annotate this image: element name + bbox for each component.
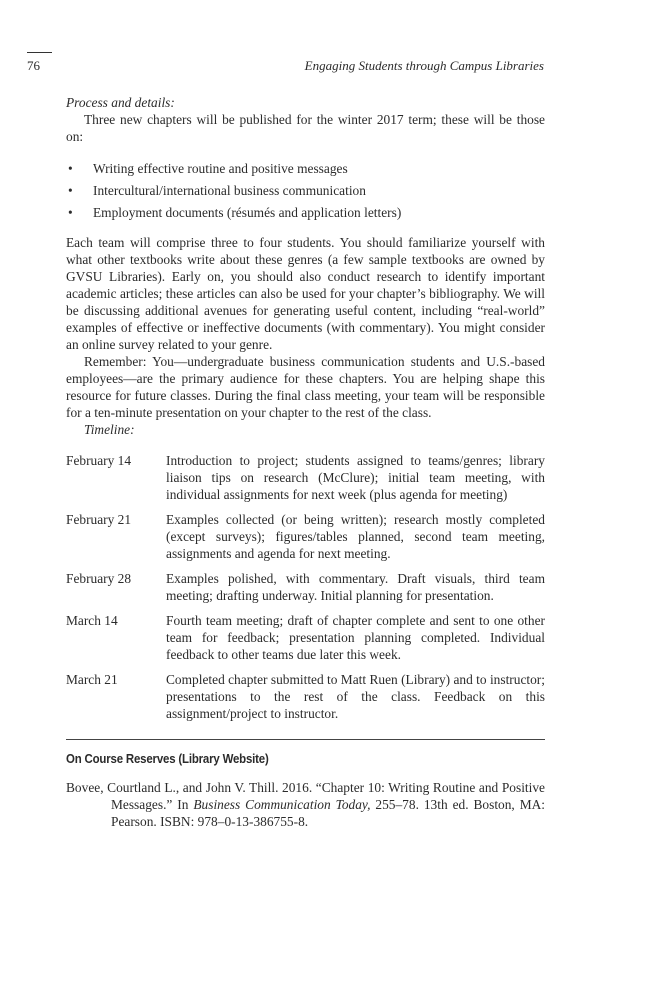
timeline-text: Fourth team meeting; draft of chapter complete and sent to one other team for feedback; presentation planning completed. Individual feedback to other teams due later this week.	[166, 613, 545, 662]
header-rule	[27, 52, 52, 53]
timeline-table	[66, 452, 545, 722]
timeline-date: March 14	[66, 613, 118, 628]
timeline-text: Examples polished, with commentary. Draft visuals, third team meeting; drafting underway. Initial planning for presentation.	[166, 571, 545, 603]
timeline-label: Timeline:	[84, 422, 135, 437]
timeline-date: February 14	[66, 453, 132, 468]
genre-item: • Employment documents (résumés and application letters)	[66, 204, 545, 221]
process-label: Process and details:	[66, 95, 175, 110]
timeline-date: February 21	[66, 512, 132, 527]
timeline-date: February 28	[66, 571, 132, 586]
audience-paragraph: Remember: You—undergraduate business communication students and U.S.-based employees—are the primary audience for these chapters. You are helping shape this resource for future classes. During the final class meeting, your team will be responsible for a ten-minute presentation on your chapter to the rest of the class.	[66, 354, 545, 420]
team-paragraph: Each team will comprise three to four students. You should familiarize yourself with what other textbooks write about these genres (a few sample textbooks are owned by GVSU Libraries). Early on, you should also conduct research to identify important academic articles; these articles can also be used for your chapter’s bibliography. We will be discussing additional avenues for generating useful content, including “real-world” examples of effective or ineffective documents (with commentary). You might consider an online survey related to your genre.	[66, 235, 545, 352]
genre-item: • Writing effective routine and positive messages	[66, 160, 545, 177]
timeline-row	[66, 511, 545, 562]
timeline-row	[66, 612, 545, 663]
timeline-date: March 21	[66, 672, 118, 687]
timeline-text: Examples collected (or being written); research mostly completed (except surveys); figures/tables planned, second team meeting, assignments and agenda for next meeting.	[166, 512, 545, 561]
genre-list	[66, 160, 545, 221]
page-body	[66, 94, 545, 830]
reference-book-title: Business Communication Today,	[193, 797, 371, 812]
reference-text-start: Bovee, Courtland L., and John V. Thill. 2016. “Chapter 10: Writing Routine and Positive Messages.” In	[66, 780, 545, 812]
timeline-text: Completed chapter submitted to Matt Ruen (Library) and to instructor; presentations to the rest of the class. Feedback on this assignment/project to instructor.	[166, 672, 545, 721]
section-rule	[66, 739, 545, 740]
process-intro: Three new chapters will be published for the winter 2017 term; these will be those on:	[66, 112, 545, 144]
timeline-row	[66, 671, 545, 722]
timeline-row	[66, 570, 545, 604]
section-heading: On Course Reserves (Library Website)	[66, 751, 269, 766]
timeline-text: Introduction to project; students assigned to teams/genres; library liaison tips on research (McClure); initial team meeting, with individual assignments for next week (plus agenda for meeting)	[166, 453, 545, 502]
genre-item: • Intercultural/international business communication	[66, 182, 545, 199]
reference-text-end: 255–78. 13th ed. Boston, MA: Pearson. ISBN: 978–0-13-386755-8.	[111, 797, 545, 829]
reference-entry	[66, 779, 545, 830]
page-number: 76	[27, 58, 40, 73]
timeline-row	[66, 452, 545, 503]
running-head: Engaging Students through Campus Libraries	[304, 58, 544, 73]
